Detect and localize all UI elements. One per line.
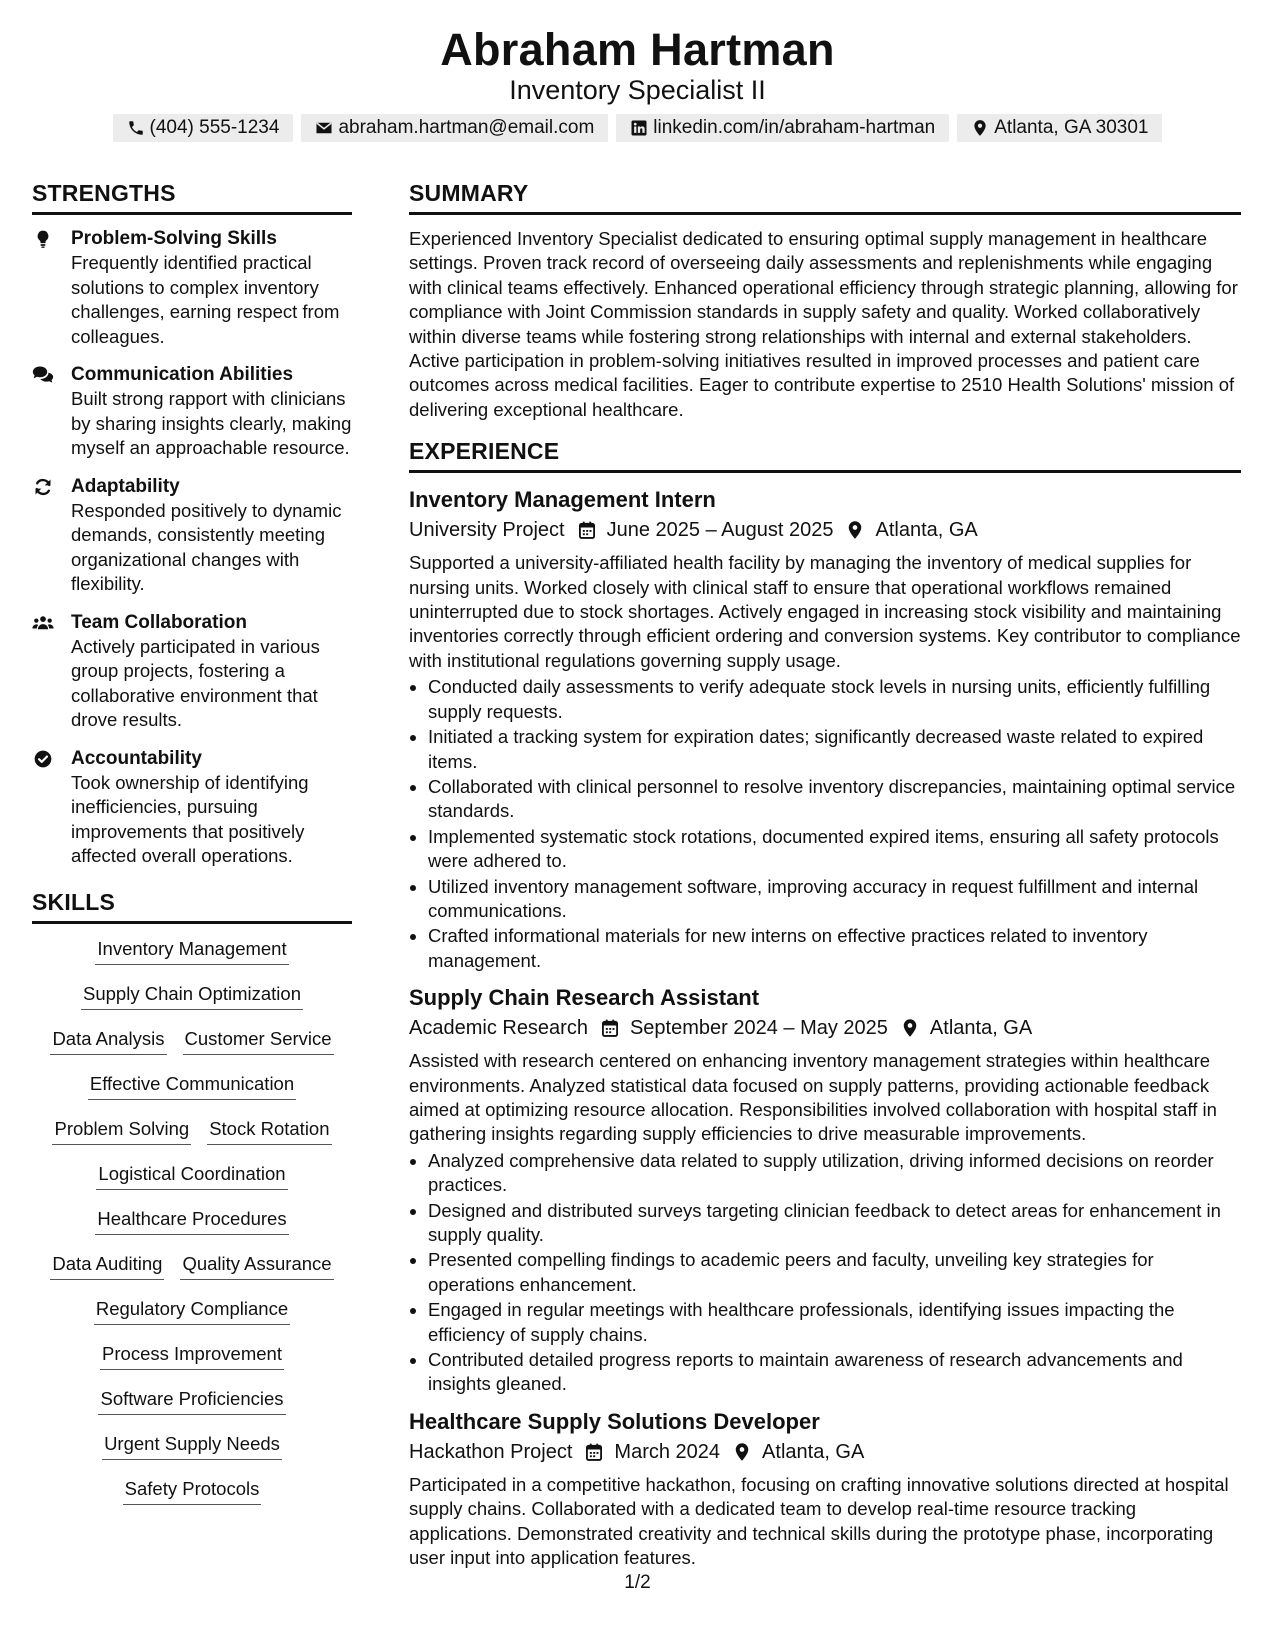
strength-item: [32, 363, 352, 461]
job-entry: [409, 1407, 1241, 1571]
strength-title: Team Collaboration: [71, 611, 247, 633]
contact-location: [957, 114, 1162, 142]
skill-row: [81, 981, 303, 1026]
strength-desc: Frequently identified practical solutions to complex inventory challenges, earning respect from colleagues.: [71, 252, 340, 347]
job-dates: March 2024: [614, 1440, 721, 1463]
skill-tag: Healthcare Procedures: [95, 1206, 288, 1235]
contact-text: Atlanta, GA 30301: [994, 117, 1149, 138]
job-bullet: • Engaged in regular meetings with healthcare professionals, identifying issues impacting the efficiency of supply chains.: [428, 1298, 1241, 1347]
skill-tag: Customer Service: [183, 1026, 334, 1055]
skill-tag: Data Auditing: [50, 1251, 164, 1280]
envelope-icon: [315, 119, 333, 137]
job-entry: [409, 485, 1241, 973]
skills-heading: SKILLS: [32, 887, 352, 924]
skill-row: [102, 1431, 282, 1476]
job-bullet: • Presented compelling findings to academic peers and faculty, unveiling key strategies for operations enhancement.: [428, 1248, 1241, 1297]
contact-linkedin[interactable]: [616, 114, 949, 142]
contact-email[interactable]: [301, 114, 608, 142]
skill-tag: Stock Rotation: [207, 1116, 331, 1145]
skill-tag: Process Improvement: [100, 1341, 284, 1370]
strength-desc: Responded positively to dynamic demands, consistently meeting organizational changes with flexibility.: [71, 499, 342, 594]
map-pin-icon: [732, 1442, 752, 1462]
skill-tag: Quality Assurance: [180, 1251, 333, 1280]
job-meta: [409, 515, 1241, 545]
experience-heading: EXPERIENCE: [409, 436, 1241, 473]
calendar-icon: [584, 1442, 604, 1462]
job-bullet: • Utilized inventory management software, improving accuracy in request fulfillment and internal communications.: [428, 875, 1241, 924]
phone-icon: [127, 119, 145, 137]
strengths-heading: STRENGTHS: [32, 178, 352, 215]
job-bullet: • Collaborated with clinical personnel to resolve inventory discrepancies, maintaining optimal service standards.: [428, 775, 1241, 824]
left-column: [32, 178, 352, 1521]
skill-row: [52, 1116, 331, 1161]
skill-row: [95, 936, 288, 981]
strength-desc: Built strong rapport with clinicians by sharing insights clearly, making myself an approachable resource.: [71, 388, 352, 458]
job-title: Inventory Management Intern: [409, 487, 716, 513]
job-description: Participated in a competitive hackathon, focusing on crafting innovative solutions directed at hospital supply chains. Collaborated with a dedicated team to develop real-time resource tracking applications. Demonstrated creativity and technical skills during the prototype phase, incorporating user input into application features.: [409, 1473, 1229, 1569]
skill-tag: Effective Communication: [88, 1071, 296, 1100]
candidate-name: Abraham Hartman: [440, 24, 835, 75]
summary-text: Experienced Inventory Specialist dedicated to ensuring optimal supply management in healthcare settings. Proven track record of overseeing daily assessments and replenishments while engaging with clinical teams effectively. Enhanced operational efficiency through strategic planning, allowing for compliance with Joint Commission standards in supply safety and quality. Worked collaboratively within diverse teams while fostering strong relationships with internal and external stakeholders. Active participation in problem-solving initiatives resulted in improved processes and patient care outcomes across medical facilities. Eager to contribute expertise to 2510 Health Solutions' mission of delivering exceptional healthcare.: [409, 228, 1238, 420]
job-meta: [409, 1013, 1241, 1043]
skill-tag: Regulatory Compliance: [94, 1296, 290, 1325]
skill-tag: Inventory Management: [95, 936, 288, 965]
job-bullet: • Conducted daily assessments to verify adequate stock levels in nursing units, efficiently fulfilling supply requests.: [428, 675, 1241, 724]
skill-row: [98, 1386, 285, 1431]
job-bullet: • Analyzed comprehensive data related to supply utilization, driving informed decisions on reorder practices.: [428, 1149, 1241, 1198]
strength-title: Adaptability: [71, 475, 180, 497]
job-dates: September 2024 – May 2025: [629, 1017, 888, 1040]
page-number: 1/2: [624, 1572, 651, 1593]
skill-tag: Urgent Supply Needs: [102, 1431, 282, 1460]
lightbulb-icon: [32, 229, 54, 249]
sync-icon: [32, 477, 54, 497]
calendar-icon: [577, 520, 597, 540]
candidate-role: Inventory Specialist II: [509, 75, 766, 105]
job-bullet: • Crafted informational materials for new interns on effective practices related to inventory management.: [428, 924, 1241, 973]
calendar-icon: [600, 1018, 620, 1038]
job-description: Assisted with research centered on enhancing inventory management strategies within healthcare environments. Analyzed statistical data focused on supply patterns, providing actionable feedback aimed at optimizing resource allocation. Responsibilities involved collaboration with hospital staff in gathering insights regarding supply efficiencies to drive measurable improvements.: [409, 1050, 1217, 1145]
skill-tag: Software Proficiencies: [98, 1386, 285, 1415]
job-location: Atlanta, GA: [762, 1440, 865, 1463]
summary-heading: SUMMARY: [409, 178, 1241, 215]
strength-desc: Actively participated in various group projects, fostering a collaborative environment that drove results.: [71, 635, 320, 730]
job-location: Atlanta, GA: [929, 1017, 1033, 1040]
job-description: Supported a university-affiliated health facility by managing the inventory of medical supplies for nursing units. Worked closely with clinical staff to ensure that operational workflows remained uninterrupted due to stock shortages. Actively engaged in increasing stock visibility and maintaining inventories correctly through efficient ordering and conversion systems. Key contributor to compliance with institutional regulations governing supply usage.: [409, 552, 1241, 671]
job-bullets: [409, 675, 1241, 973]
skill-row: [95, 1206, 288, 1251]
strength-title: Accountability: [71, 747, 202, 769]
map-pin-icon: [900, 1018, 920, 1038]
skill-row: [123, 1476, 262, 1521]
linkedin-icon: [630, 119, 648, 137]
skill-row: [88, 1071, 296, 1116]
map-pin-icon: [971, 119, 989, 137]
experience-list: [409, 485, 1241, 1570]
right-column: [409, 178, 1241, 1580]
contact-bar: [0, 114, 1275, 142]
job-bullets: [409, 1149, 1241, 1397]
skill-tag: Safety Protocols: [123, 1476, 262, 1505]
strength-item: [32, 611, 352, 733]
job-dates: June 2025 – August 2025: [606, 519, 834, 542]
strength-title: Communication Abilities: [71, 364, 294, 385]
job-entry: [409, 983, 1241, 1397]
strength-title: Problem-Solving Skills: [71, 228, 277, 249]
skill-row: [96, 1161, 287, 1206]
contact-phone[interactable]: [113, 114, 294, 142]
job-org: Hackathon Project: [409, 1440, 573, 1463]
skill-row: [50, 1026, 333, 1071]
skill-row: [50, 1251, 333, 1296]
strength-item: [32, 747, 352, 869]
skill-tag: Problem Solving: [52, 1116, 191, 1145]
skills-list: [32, 936, 352, 1521]
job-title: Healthcare Supply Solutions Developer: [409, 1408, 820, 1434]
strength-item: [32, 475, 352, 597]
contact-text: linkedin.com/in/abraham-hartman: [653, 117, 936, 138]
contact-text: abraham.hartman@email.com: [338, 117, 595, 138]
job-bullet: • Implemented systematic stock rotations, documented expired items, ensuring all safety protocols were adhered to.: [428, 825, 1241, 874]
check-circle-icon: [32, 749, 54, 769]
job-bullet: • Initiated a tracking system for expiration dates; significantly decreased waste related to expired items.: [428, 725, 1241, 774]
comments-icon: [32, 365, 54, 385]
job-bullet: • Contributed detailed progress reports to maintain awareness of research advancements and insights gleaned.: [428, 1348, 1241, 1397]
strength-desc: Took ownership of identifying inefficiencies, pursuing improvements that positively affected overall operations.: [71, 771, 309, 866]
job-location: Atlanta, GA: [875, 519, 978, 542]
skill-tag: Data Analysis: [50, 1026, 166, 1055]
job-org: University Project: [409, 519, 565, 542]
job-title: Supply Chain Research Assistant: [409, 985, 760, 1011]
skill-tag: Logistical Coordination: [96, 1161, 287, 1190]
job-org: Academic Research: [409, 1017, 588, 1040]
users-icon: [32, 613, 54, 633]
skill-tag: Supply Chain Optimization: [81, 981, 303, 1010]
contact-text: (404) 555-1234: [149, 117, 280, 138]
skill-row: [94, 1296, 290, 1341]
job-meta: [409, 1437, 1241, 1467]
job-bullet: • Designed and distributed surveys targeting clinician feedback to detect areas for enhancement in supply quality.: [428, 1199, 1241, 1248]
skill-row: [100, 1341, 284, 1386]
strength-item: [32, 227, 352, 349]
map-pin-icon: [845, 520, 865, 540]
